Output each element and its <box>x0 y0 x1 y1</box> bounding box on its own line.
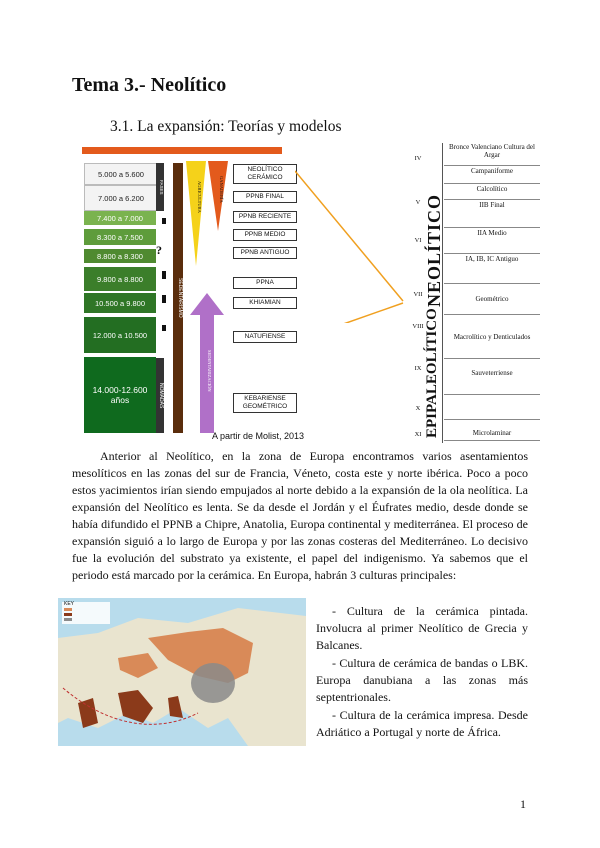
bullet-item <box>316 707 528 741</box>
neolitico-vertical-label: NEOLÍTICO <box>424 193 444 308</box>
ganaderia-label: GANADERÍA <box>219 175 224 203</box>
chrono-row: Calcolítico <box>444 185 540 200</box>
period-label: KHIAMIAN <box>233 297 297 309</box>
period-label: PPNB RECIENTE <box>233 211 297 223</box>
chrono-number: VI <box>414 237 422 244</box>
bullet-text: - Cultura de cerámica de bandas o LBK. Europa danubiana a las zonas más septentrionales. <box>316 656 528 704</box>
chrono-number: V <box>415 199 421 206</box>
body-paragraph <box>72 448 528 584</box>
chrono-row: IIA Medio <box>444 229 540 254</box>
chronology-table <box>412 143 540 443</box>
section-subtitle: 3.1. La expansión: Teorías y modelos <box>110 118 342 135</box>
chrono-row: Sauveterriense <box>444 361 540 395</box>
date-box: 7.400 a 7.000 <box>84 211 156 225</box>
chrono-row: Macrolítico y Denticulados <box>444 317 540 359</box>
date-box: 8.300 a 7.500 <box>84 229 156 245</box>
bullet-item <box>316 603 528 654</box>
period-label: KEBARIENSE GEOMÉTRICO <box>233 393 297 413</box>
date-box: 8.800 a 8.300 <box>84 249 156 263</box>
bullet-item <box>316 655 528 706</box>
date-box: 14.000-12.600 años <box>84 357 156 433</box>
agricultura-label: AGRICULTURA <box>197 181 202 213</box>
date-box: 5.000 a 5.600 <box>84 163 158 185</box>
figure-top-bar <box>82 147 282 154</box>
chrono-number: IV <box>414 155 422 162</box>
date-box: 12.000 a 10.500 <box>84 317 156 353</box>
chrono-row: Geométrico <box>444 285 540 315</box>
marker <box>162 271 166 279</box>
page-number: 1 <box>520 797 526 811</box>
map-drawing <box>58 598 306 746</box>
bullet-text: - Cultura de la cerámica pintada. Involucra al primer Neolítico de Grecia y Balcanes. <box>316 604 528 652</box>
neolithic-timeline-figure <box>72 143 540 443</box>
bullet-text: - Cultura de la cerámica impresa. Desde Adriático a Portugal y norte de África. <box>316 708 528 739</box>
body-paragraph-text: Anterior al Neolítico, en la zona de Europa encontramos varios asentamientos mesolíticos en las zonas del sur de Francia, Véneto, costa este y norte ibérica. Poco a poco estos yacimientos irían siendo empujados al norte debido a la expansión de la ola neolítica. La expansión del Neolítico es lenta. Se da desde el Jordán y el Éufrates medio, desde donde se había difundido el PPNB a Chipre, Anatolia, Europa continental y mediterránea. El proceso de expansión siguió a lo largo de Europa y por las zonas costeras del Mediterráneo. Lo decisivo fue la evolución del substrato ya existente, el papel del indigenismo. Ya sabemos que el periodo está marcado por la cerámica. En Europa, habrán 3 culturas principales: <box>72 449 528 582</box>
date-box: 7.000 a 6.200 <box>84 185 158 211</box>
period-label: PPNB FINAL <box>233 191 297 203</box>
date-box: 10.500 a 9.800 <box>84 293 156 313</box>
period-label: PPNB MEDIO <box>233 229 297 241</box>
question-mark: ? <box>156 243 162 257</box>
chrono-number: XI <box>414 431 422 438</box>
marker <box>162 218 166 224</box>
chrono-number: VII <box>413 291 423 298</box>
chrono-number: X <box>415 405 421 412</box>
chrono-row: IIB Final <box>444 201 540 228</box>
connector-arrows <box>295 163 406 323</box>
map-legend-title: KEY <box>64 601 75 607</box>
fases-column: FASES <box>156 163 164 211</box>
nomadas-column: NÓMADAS <box>156 358 164 433</box>
period-label: PPNB ANTIGUO <box>233 247 297 259</box>
epipaleolitico-vertical-label: EPIPALEOLÍTICO <box>424 308 440 438</box>
chrono-row: Microlaminar <box>444 421 540 441</box>
chrono-number: IX <box>414 365 422 372</box>
europe-neolithic-map <box>58 598 306 746</box>
painted-pottery-region <box>191 663 235 703</box>
chrono-row: Bronce Valenciano Cultura del Argar <box>444 143 540 166</box>
period-label: NEOLÍTICO CERÁMICO <box>233 164 297 184</box>
period-label: PPNA <box>233 277 297 289</box>
sedentarizacion-label: SEDENTARIZACIÓN <box>207 350 212 392</box>
marker <box>162 295 166 303</box>
figure-credit: A partir de Molist, 2013 <box>212 431 305 441</box>
date-box: 9.800 a 8.800 <box>84 267 156 291</box>
sedentarismo-column: SEDENTARISMO <box>173 163 183 433</box>
chrono-row <box>444 397 540 420</box>
chrono-number: VIII <box>412 323 424 330</box>
marker <box>162 325 166 331</box>
page-title: Tema 3.- Neolítico <box>72 74 227 96</box>
chrono-row: IA, IB, IC Antiguo <box>444 255 540 284</box>
period-label: NATUFIENSE <box>233 331 297 343</box>
chrono-row: Campaniforme <box>444 167 540 184</box>
timeline-left-panel <box>72 143 406 443</box>
